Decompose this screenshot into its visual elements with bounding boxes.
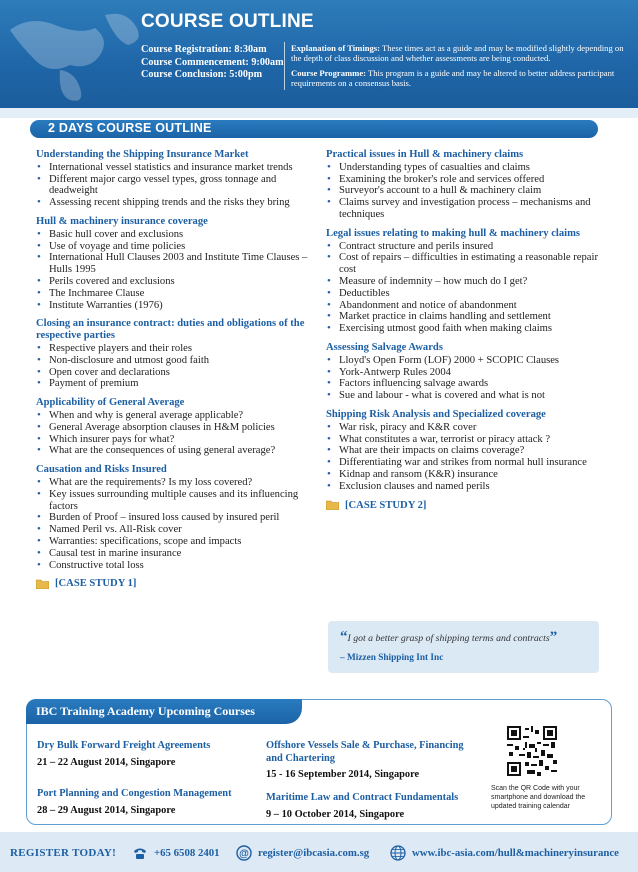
topic-item: • Open cover and declarations — [36, 367, 312, 379]
folder-icon — [326, 500, 339, 510]
course-module — [36, 149, 312, 209]
folder-icon — [36, 579, 49, 589]
register-today-label: REGISTER TODAY! — [10, 847, 117, 859]
programme-note — [291, 68, 626, 89]
testimonial-box — [328, 621, 599, 673]
upcoming-course[interactable] — [37, 740, 257, 768]
topic-item: • Non-disclosure and utmost good faith — [36, 355, 312, 367]
course-module — [326, 228, 598, 335]
programme-text: This program is a guide and may be altered to better address participant requirements on a consensus basis. — [291, 67, 615, 89]
topic-item: • Which insurer pays for what? — [36, 434, 312, 446]
module-title: Causation and Risks Insured — [36, 464, 167, 476]
phone-number[interactable]: +65 6508 2401 — [154, 847, 220, 859]
phone-contact[interactable] — [132, 845, 220, 861]
phone-icon — [132, 845, 148, 861]
course-module — [326, 342, 598, 402]
email-address[interactable]: register@ibcasia.com.sg — [258, 847, 370, 859]
case-study-2 — [326, 500, 598, 511]
open-quote-mark: “ — [340, 629, 348, 645]
upcoming-courses-tab — [26, 699, 302, 724]
course-module — [36, 216, 312, 311]
topic-item: • Basic hull cover and exclusions — [36, 229, 312, 241]
header-band — [0, 108, 638, 118]
close-quote-mark: ” — [549, 629, 558, 645]
module-title: Closing an insurance contract: duties and obligations of the respective parties — [36, 318, 305, 342]
right-modules — [326, 149, 598, 493]
footer-bar — [0, 832, 638, 872]
module-title: Practical issues in Hull & machinery claims — [326, 149, 524, 160]
world-map-graphic — [0, 0, 140, 108]
header-banner — [0, 0, 638, 108]
qr-code-icon[interactable] — [507, 726, 557, 776]
topic-item: • Factors influencing salvage awards — [326, 378, 598, 390]
case-study-1-label: [CASE STUDY 1] — [55, 578, 137, 590]
module-title: Assessing Salvage Awards — [326, 341, 443, 353]
module-topics — [36, 229, 312, 312]
module-topics — [326, 162, 598, 221]
topic-item: • Causal test in marine insurance — [36, 548, 312, 560]
right-column — [326, 149, 598, 511]
page-title: COURSE OUTLINE — [141, 11, 314, 32]
testimonial-quote: I got a better grasp of shipping terms and contracts — [347, 633, 550, 644]
topic-item: • Exclusion clauses and named perils — [326, 481, 598, 493]
module-topics — [326, 422, 598, 493]
topic-item: • Market practice in claims handling and settlement — [326, 311, 598, 323]
topic-item: • Warranties: specifications, scope and impacts — [36, 536, 312, 548]
section-title: 2 DAYS COURSE OUTLINE — [48, 121, 212, 135]
globe-icon — [390, 845, 406, 861]
commencement-time: Course Commencement: 9:00am — [141, 56, 284, 68]
header-notes — [291, 43, 626, 93]
topic-item: • Surveyor's account to a hull & machinery claim — [326, 185, 598, 197]
topic-item: • What are the requirements? Is my loss covered? — [36, 477, 312, 489]
course-name[interactable]: Maritime Law and Contract Fundamentals — [266, 792, 459, 803]
website-url[interactable]: www.ibc-asia.com/hull&machineryinsurance — [412, 847, 619, 859]
topic-item: • Key issues surrounding multiple causes and its influencing factors — [36, 489, 312, 513]
topic-item: • Examining the broker's role and services offered — [326, 174, 598, 186]
website-contact[interactable] — [390, 845, 619, 861]
topic-item: • Different major cargo vessel types, gross tonnage and deadweight — [36, 174, 312, 198]
topic-item: • Constructive total loss — [36, 560, 312, 572]
topic-item: • York-Antwerp Rules 2004 — [326, 367, 598, 379]
topic-item: • Perils covered and exclusions — [36, 276, 312, 288]
topic-item: • Contract structure and perils insured — [326, 241, 598, 253]
module-title: Understanding the Shipping Insurance Market — [36, 149, 249, 160]
topic-item: • Lloyd's Open Form (LOF) 2000 + SCOPIC Clauses — [326, 355, 598, 367]
topic-item: • When and why is general average applicable? — [36, 410, 312, 422]
topic-item: • Kidnap and ransom (K&R) insurance — [326, 469, 598, 481]
topic-item: • Burden of Proof – insured loss caused by insured peril — [36, 512, 312, 524]
topic-item: • Measure of indemnity – how much do I get? — [326, 276, 598, 288]
topic-item: • Respective players and their roles — [36, 343, 312, 355]
upcoming-course[interactable] — [266, 792, 481, 820]
course-date: 9 – 10 October 2014, Singapore — [266, 808, 405, 820]
conclusion-time: Course Conclusion: 5:00pm — [141, 69, 263, 80]
timings-note — [291, 43, 626, 64]
module-topics — [36, 162, 312, 209]
timings-label: Explanation of Timings: — [291, 43, 380, 53]
case-study-1 — [36, 578, 312, 589]
course-name[interactable]: Dry Bulk Forward Freight Agreements — [37, 740, 211, 751]
topic-item: • Abandonment and notice of abandonment — [326, 300, 598, 312]
module-title: Legal issues relating to making hull & machinery claims — [326, 227, 581, 239]
topic-item: • Differentiating war and strikes from normal hull insurance — [326, 457, 598, 469]
course-name[interactable]: Port Planning and Congestion Management — [37, 788, 232, 799]
course-times — [141, 44, 284, 82]
left-column — [36, 149, 312, 589]
topic-item: • Sue and labour - what is covered and what is not — [326, 390, 598, 402]
module-topics — [36, 410, 312, 457]
course-module — [36, 318, 312, 390]
svg-text:@: @ — [239, 848, 249, 860]
topic-item: • Assessing recent shipping trends and the risks they bring — [36, 197, 312, 209]
topic-item: • Understanding types of casualties and claims — [326, 162, 598, 174]
course-module — [326, 149, 598, 221]
left-modules — [36, 149, 312, 571]
module-title: Applicability of General Average — [36, 397, 185, 409]
topic-item: • Deductibles — [326, 288, 598, 300]
topic-item: • What are their impacts on claims coverage? — [326, 445, 598, 457]
testimonial-text — [340, 629, 587, 646]
module-topics — [36, 477, 312, 571]
qr-instruction: Scan the QR Code with your smartphone and download the updated training calendar — [491, 785, 586, 810]
module-topics — [326, 241, 598, 335]
topic-item: • Exercising utmost good faith when making claims — [326, 323, 598, 335]
timings-text: These times act as a guide and may be modified slightly depending on the depth of class discussion and whether assessments are being conducted. — [291, 43, 624, 64]
course-name[interactable]: Offshore Vessels Sale & Purchase, Financing and Chartering — [266, 740, 464, 764]
topic-item: • International vessel statistics and insurance market trends — [36, 162, 312, 174]
topic-item: • Named Peril vs. All-Risk cover — [36, 524, 312, 536]
registration-time: Course Registration: 8:30am — [141, 44, 267, 55]
upcoming-course[interactable] — [266, 740, 481, 780]
course-module — [326, 409, 598, 493]
course-date: 21 – 22 August 2014, Singapore — [37, 756, 176, 768]
module-title: Shipping Risk Analysis and Specialized coverage — [326, 408, 546, 420]
topic-item: • Cost of repairs – difficulties in estimating a reasonable repair cost — [326, 252, 598, 276]
course-module — [36, 464, 312, 571]
module-title: Hull & machinery insurance coverage — [36, 215, 208, 227]
topic-item: • Institute Warranties (1976) — [36, 300, 312, 312]
header-divider — [284, 42, 285, 90]
upcoming-courses-title: IBC Training Academy Upcoming Courses — [36, 704, 255, 718]
topic-item: • International Hull Clauses 2003 and Institute Time Clauses – Hulls 1995 — [36, 252, 312, 276]
course-date: 28 – 29 August 2014, Singapore — [37, 804, 176, 816]
module-topics — [326, 355, 598, 402]
course-date: 15 - 16 September 2014, Singapore — [266, 769, 420, 780]
case-study-2-label: [CASE STUDY 2] — [345, 499, 427, 511]
at-sign-icon — [236, 845, 252, 861]
email-contact[interactable] — [236, 845, 369, 861]
topic-item: • Use of voyage and time policies — [36, 241, 312, 253]
topic-item: • What are the consequences of using general average? — [36, 445, 312, 457]
topic-item: • Claims survey and investigation process – mechanisms and techniques — [326, 197, 598, 221]
module-topics — [36, 343, 312, 390]
topic-item: • The Inchmaree Clause — [36, 288, 312, 300]
section-title-bar — [30, 120, 598, 138]
course-module — [36, 397, 312, 457]
programme-label: Course Programme: — [291, 67, 367, 78]
testimonial-source: – Mizzen Shipping Int Inc — [340, 653, 444, 663]
topic-item: • What constitutes a war, terrorist or piracy attack ? — [326, 434, 598, 446]
upcoming-course[interactable] — [37, 788, 257, 816]
topic-item: • War risk, piracy and K&R cover — [326, 422, 598, 434]
topic-item: • General Average absorption clauses in H&M policies — [36, 422, 312, 434]
topic-item: • Payment of premium — [36, 378, 312, 390]
